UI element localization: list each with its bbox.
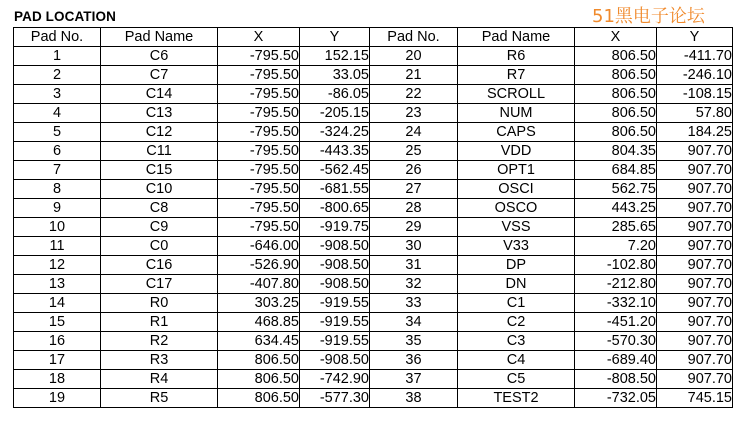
pad-name-cell: R2 <box>101 332 218 351</box>
pad-name-cell: TEST2 <box>458 389 575 408</box>
pad-name-cell: C13 <box>101 104 218 123</box>
y-cell: 907.70 <box>657 370 733 389</box>
table-row <box>14 85 733 104</box>
pad-name-cell: C1 <box>458 294 575 313</box>
y-cell: 907.70 <box>657 199 733 218</box>
pad-name-cell: OSCI <box>458 180 575 199</box>
table-row <box>14 389 733 408</box>
header-pad-name: Pad Name <box>458 28 575 47</box>
x-cell: 806.50 <box>575 66 657 85</box>
y-cell: 745.15 <box>657 389 733 408</box>
x-cell: 804.35 <box>575 142 657 161</box>
table-row <box>14 332 733 351</box>
x-cell: 562.75 <box>575 180 657 199</box>
y-cell: -908.50 <box>300 351 370 370</box>
pad-name-cell: DP <box>458 256 575 275</box>
pad-name-cell: CAPS <box>458 123 575 142</box>
pad-no-cell: 35 <box>370 332 458 351</box>
x-cell: 684.85 <box>575 161 657 180</box>
y-cell: -562.45 <box>300 161 370 180</box>
table-row <box>14 199 733 218</box>
table-row <box>14 256 733 275</box>
pad-name-cell: C10 <box>101 180 218 199</box>
pad-name-cell: SCROLL <box>458 85 575 104</box>
y-cell: -577.30 <box>300 389 370 408</box>
x-cell: -451.20 <box>575 313 657 332</box>
pad-no-cell: 11 <box>14 237 101 256</box>
pad-name-cell: OPT1 <box>458 161 575 180</box>
header-y: Y <box>657 28 733 47</box>
y-cell: -800.65 <box>300 199 370 218</box>
y-cell: 907.70 <box>657 142 733 161</box>
x-cell: 806.50 <box>575 104 657 123</box>
pad-name-cell: C3 <box>458 332 575 351</box>
pad-name-cell: C9 <box>101 218 218 237</box>
x-cell: -646.00 <box>218 237 300 256</box>
x-cell: -795.50 <box>218 161 300 180</box>
forum-watermark: 51黑电子论坛 <box>592 6 705 27</box>
pad-name-cell: R3 <box>101 351 218 370</box>
x-cell: 806.50 <box>218 370 300 389</box>
pad-no-cell: 25 <box>370 142 458 161</box>
x-cell: -526.90 <box>218 256 300 275</box>
x-cell: 285.65 <box>575 218 657 237</box>
y-cell: 907.70 <box>657 275 733 294</box>
table-row <box>14 313 733 332</box>
pad-no-cell: 1 <box>14 47 101 66</box>
x-cell: 806.50 <box>575 85 657 104</box>
y-cell: -742.90 <box>300 370 370 389</box>
pad-no-cell: 3 <box>14 85 101 104</box>
y-cell: 57.80 <box>657 104 733 123</box>
page-title: PAD LOCATION <box>14 9 116 24</box>
pad-name-cell: R5 <box>101 389 218 408</box>
x-cell: 806.50 <box>575 123 657 142</box>
y-cell: 907.70 <box>657 161 733 180</box>
pad-no-cell: 31 <box>370 256 458 275</box>
y-cell: -908.50 <box>300 256 370 275</box>
pad-no-cell: 20 <box>370 47 458 66</box>
table-row <box>14 218 733 237</box>
pad-no-cell: 22 <box>370 85 458 104</box>
pad-name-cell: VSS <box>458 218 575 237</box>
table-row <box>14 104 733 123</box>
pad-no-cell: 30 <box>370 237 458 256</box>
pad-no-cell: 36 <box>370 351 458 370</box>
x-cell: -808.50 <box>575 370 657 389</box>
y-cell: 184.25 <box>657 123 733 142</box>
pad-no-cell: 18 <box>14 370 101 389</box>
x-cell: -795.50 <box>218 123 300 142</box>
pad-no-cell: 28 <box>370 199 458 218</box>
y-cell: 907.70 <box>657 256 733 275</box>
pad-name-cell: NUM <box>458 104 575 123</box>
y-cell: -919.55 <box>300 313 370 332</box>
y-cell: -205.15 <box>300 104 370 123</box>
pad-no-cell: 37 <box>370 370 458 389</box>
pad-name-cell: C0 <box>101 237 218 256</box>
pad-name-cell: R7 <box>458 66 575 85</box>
y-cell: -908.50 <box>300 275 370 294</box>
x-cell: 634.45 <box>218 332 300 351</box>
table-row <box>14 47 733 66</box>
header-x: X <box>575 28 657 47</box>
pad-name-cell: R0 <box>101 294 218 313</box>
pad-no-cell: 24 <box>370 123 458 142</box>
pad-no-cell: 5 <box>14 123 101 142</box>
x-cell: -795.50 <box>218 104 300 123</box>
pad-name-cell: C2 <box>458 313 575 332</box>
y-cell: -908.50 <box>300 237 370 256</box>
table-row <box>14 66 733 85</box>
x-cell: -689.40 <box>575 351 657 370</box>
y-cell: 907.70 <box>657 313 733 332</box>
x-cell: -212.80 <box>575 275 657 294</box>
table-row <box>14 180 733 199</box>
pad-no-cell: 4 <box>14 104 101 123</box>
x-cell: 7.20 <box>575 237 657 256</box>
pad-name-cell: C17 <box>101 275 218 294</box>
y-cell: -246.10 <box>657 66 733 85</box>
pad-no-cell: 21 <box>370 66 458 85</box>
y-cell: 907.70 <box>657 294 733 313</box>
x-cell: -102.80 <box>575 256 657 275</box>
pad-no-cell: 19 <box>14 389 101 408</box>
pad-name-cell: R4 <box>101 370 218 389</box>
pad-name-cell: VDD <box>458 142 575 161</box>
x-cell: -407.80 <box>218 275 300 294</box>
pad-name-cell: R6 <box>458 47 575 66</box>
header-pad-name: Pad Name <box>101 28 218 47</box>
pad-no-cell: 23 <box>370 104 458 123</box>
pad-name-cell: C5 <box>458 370 575 389</box>
x-cell: 806.50 <box>218 389 300 408</box>
y-cell: 33.05 <box>300 66 370 85</box>
y-cell: -919.55 <box>300 332 370 351</box>
header-x: X <box>218 28 300 47</box>
x-cell: 443.25 <box>575 199 657 218</box>
pad-no-cell: 38 <box>370 389 458 408</box>
x-cell: -732.05 <box>575 389 657 408</box>
y-cell: -443.35 <box>300 142 370 161</box>
pad-location-table <box>13 27 733 408</box>
pad-name-cell: C16 <box>101 256 218 275</box>
y-cell: -919.75 <box>300 218 370 237</box>
header-pad-no: Pad No. <box>370 28 458 47</box>
x-cell: -795.50 <box>218 142 300 161</box>
pad-no-cell: 34 <box>370 313 458 332</box>
pad-name-cell: C4 <box>458 351 575 370</box>
y-cell: -681.55 <box>300 180 370 199</box>
x-cell: -795.50 <box>218 218 300 237</box>
pad-no-cell: 12 <box>14 256 101 275</box>
pad-name-cell: C12 <box>101 123 218 142</box>
x-cell: 303.25 <box>218 294 300 313</box>
table-row <box>14 123 733 142</box>
x-cell: -795.50 <box>218 66 300 85</box>
y-cell: -86.05 <box>300 85 370 104</box>
x-cell: 806.50 <box>575 47 657 66</box>
pad-no-cell: 26 <box>370 161 458 180</box>
header-y: Y <box>300 28 370 47</box>
pad-name-cell: C15 <box>101 161 218 180</box>
pad-no-cell: 16 <box>14 332 101 351</box>
y-cell: -324.25 <box>300 123 370 142</box>
header-pad-no: Pad No. <box>14 28 101 47</box>
x-cell: -795.50 <box>218 180 300 199</box>
table-row <box>14 275 733 294</box>
y-cell: -411.70 <box>657 47 733 66</box>
pad-name-cell: R1 <box>101 313 218 332</box>
x-cell: 806.50 <box>218 351 300 370</box>
pad-no-cell: 6 <box>14 142 101 161</box>
x-cell: -795.50 <box>218 47 300 66</box>
table-row <box>14 161 733 180</box>
y-cell: 907.70 <box>657 332 733 351</box>
x-cell: -795.50 <box>218 199 300 218</box>
pad-no-cell: 8 <box>14 180 101 199</box>
pad-no-cell: 9 <box>14 199 101 218</box>
y-cell: -919.55 <box>300 294 370 313</box>
pad-no-cell: 10 <box>14 218 101 237</box>
pad-no-cell: 2 <box>14 66 101 85</box>
x-cell: -570.30 <box>575 332 657 351</box>
x-cell: -332.10 <box>575 294 657 313</box>
pad-name-cell: C11 <box>101 142 218 161</box>
pad-no-cell: 33 <box>370 294 458 313</box>
pad-no-cell: 29 <box>370 218 458 237</box>
pad-no-cell: 15 <box>14 313 101 332</box>
y-cell: -108.15 <box>657 85 733 104</box>
table-header-row <box>14 28 733 47</box>
y-cell: 907.70 <box>657 237 733 256</box>
table-row <box>14 370 733 389</box>
pad-name-cell: C8 <box>101 199 218 218</box>
y-cell: 907.70 <box>657 180 733 199</box>
table-row <box>14 142 733 161</box>
pad-no-cell: 17 <box>14 351 101 370</box>
pad-name-cell: C14 <box>101 85 218 104</box>
pad-no-cell: 14 <box>14 294 101 313</box>
pad-name-cell: DN <box>458 275 575 294</box>
pad-name-cell: C6 <box>101 47 218 66</box>
pad-no-cell: 27 <box>370 180 458 199</box>
y-cell: 152.15 <box>300 47 370 66</box>
pad-no-cell: 13 <box>14 275 101 294</box>
pad-no-cell: 32 <box>370 275 458 294</box>
table-row <box>14 351 733 370</box>
pad-name-cell: V33 <box>458 237 575 256</box>
x-cell: -795.50 <box>218 85 300 104</box>
pad-name-cell: OSCO <box>458 199 575 218</box>
y-cell: 907.70 <box>657 351 733 370</box>
pad-name-cell: C7 <box>101 66 218 85</box>
table-row <box>14 294 733 313</box>
y-cell: 907.70 <box>657 218 733 237</box>
pad-no-cell: 7 <box>14 161 101 180</box>
table-row <box>14 237 733 256</box>
x-cell: 468.85 <box>218 313 300 332</box>
